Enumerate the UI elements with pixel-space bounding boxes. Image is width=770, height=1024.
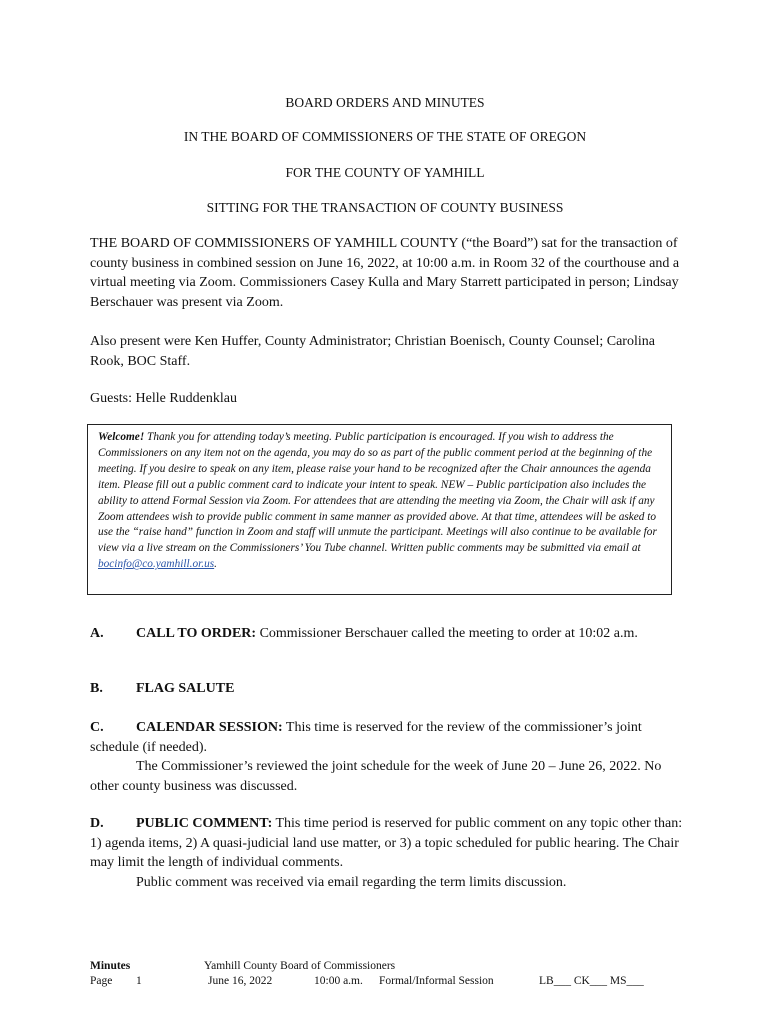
section-a-title: CALL TO ORDER: bbox=[136, 626, 257, 641]
also-present-paragraph: Also present were Ken Huffer, County Administrator; Christian Boenisch, County Counsel; Carolina Rook, BOC Staff. bbox=[90, 334, 655, 369]
section-a bbox=[90, 624, 686, 644]
section-b-title: FLAG SALUTE bbox=[136, 681, 235, 696]
section-c-title: CALENDAR SESSION: bbox=[136, 720, 283, 735]
section-b-letter: B. bbox=[90, 681, 103, 696]
intro-paragraph: THE BOARD OF COMMISSIONERS OF YAMHILL COUNTY (“the Board”) sat for the transaction of county business in combined session on June 16, 2022, at 10:00 a.m. in Room 32 of the courthouse and a virtual meeting via Zoom. Commissioners Casey Kulla and Mary Starrett participated in person; Lindsay Berschauer was present via Zoom. bbox=[90, 236, 680, 310]
footer-minutes-label: Minutes bbox=[90, 960, 131, 972]
guests-line: Guests: Helle Ruddenklau bbox=[90, 391, 237, 406]
footer-time: 10:00 a.m. bbox=[314, 975, 363, 987]
section-b bbox=[90, 679, 686, 699]
section-a-text: Commissioner Berschauer called the meeting to order at 10:02 a.m. bbox=[256, 626, 638, 641]
doc-subtitle-sitting: SITTING FOR THE TRANSACTION OF COUNTY BUSINESS bbox=[206, 200, 564, 215]
welcome-lead: Welcome! bbox=[98, 431, 145, 443]
doc-title: BOARD ORDERS AND MINUTES bbox=[285, 95, 485, 110]
section-d-title: PUBLIC COMMENT: bbox=[136, 816, 273, 831]
footer-page-number: 1 bbox=[136, 975, 142, 987]
footer-session: Formal/Informal Session bbox=[379, 975, 494, 987]
footer-page-label: Page bbox=[90, 975, 113, 987]
section-c-letter: C. bbox=[90, 720, 104, 735]
section-d-detail: Public comment was received via email regarding the term limits discussion. bbox=[136, 874, 567, 890]
welcome-notice-box bbox=[87, 424, 672, 595]
footer-initials: LB___ CK___ MS___ bbox=[539, 975, 644, 987]
welcome-text: Thank you for attending today’s meeting. Public participation is encouraged. If you wish to address the Commissioners on any item not on the agenda, you may do so as part of the public comment period at the beginning of the meeting. If you desire to speak on any item, please raise your hand to be recognized after the Chair announces the agenda item. Please fill out a public comment card to indicate your intent to speak. NEW – Public participation also includes the ability to attend Formal Session via Zoom. For attendees that are attending the meeting via Zoom, the Chair will ask if any Zoom attendees wish to provide public comment in same manner as provided above. At that time, attendees will be asked to use the “raise hand” function in Zoom and staff will unmute the participant. Meetings will also continue to be available for view via a live stream on the Commissioners’ You Tube channel. Written public comments may be submitted via email at bbox=[98, 431, 657, 555]
section-d-letter: D. bbox=[90, 816, 104, 831]
email-link[interactable]: bocinfo@co.yamhill.or.us bbox=[98, 558, 215, 571]
footer-org: Yamhill County Board of Commissioners bbox=[204, 960, 396, 972]
doc-subtitle-state: IN THE BOARD OF COMMISSIONERS OF THE STATE OF OREGON bbox=[183, 129, 587, 144]
section-d bbox=[90, 814, 686, 892]
section-c-detail: The Commissioner’s reviewed the joint schedule for the week of June 20 – June 26, 2022. No other county business was discussed. bbox=[90, 759, 662, 794]
section-a-letter: A. bbox=[90, 626, 104, 641]
section-c bbox=[90, 718, 686, 796]
section-c-text: This time is reserved for the review of the commissioner’s joint schedule (if needed). bbox=[90, 720, 642, 755]
footer-date: June 16, 2022 bbox=[208, 975, 273, 987]
doc-subtitle-county: FOR THE COUNTY OF YAMHILL bbox=[285, 165, 485, 180]
section-d-text: This time period is reserved for public comment on any topic other than: 1) agenda items, 2) A quasi-judicial land use matter, or 3) a topic scheduled for public hearing. The Chair may limit the length of individual comments. bbox=[90, 816, 683, 870]
welcome-end: . bbox=[214, 558, 217, 571]
